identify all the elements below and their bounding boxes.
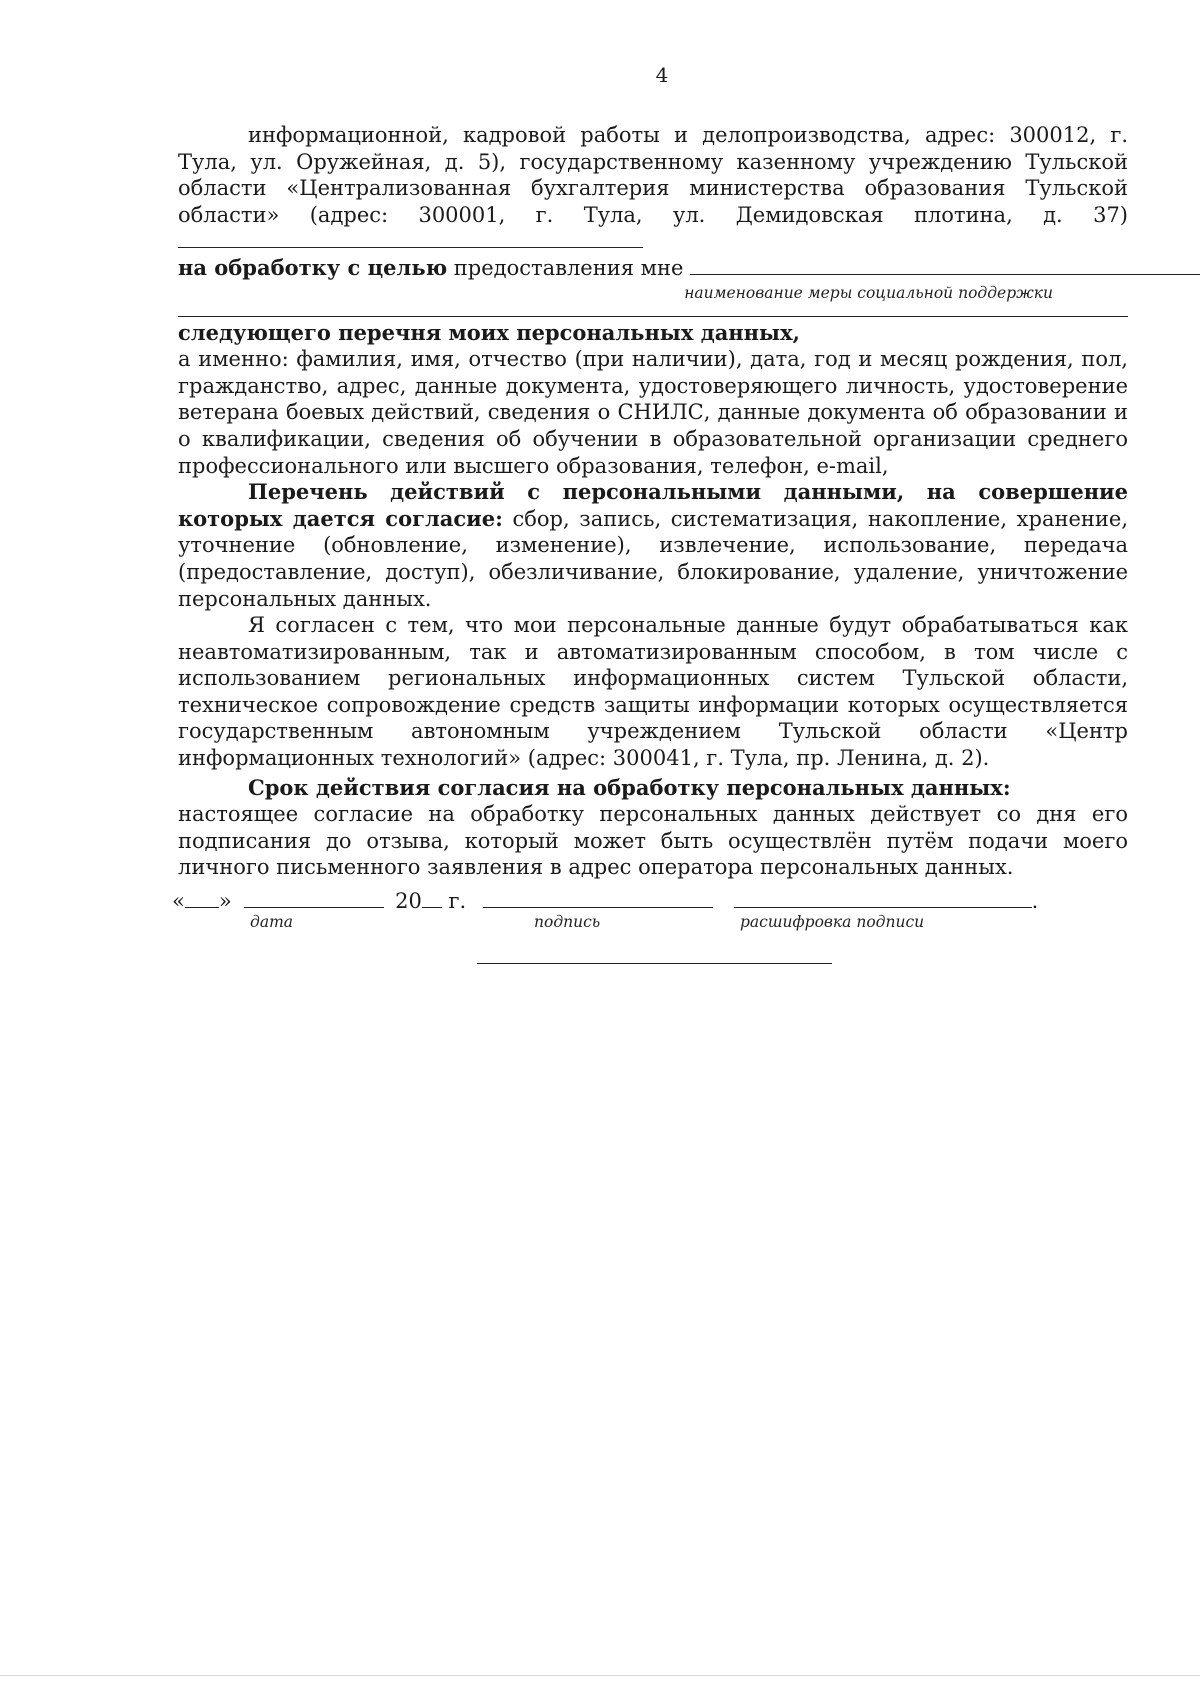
quote-close: » [218,889,232,913]
hint-signature: подпись [534,913,601,931]
intro-blank-line [178,246,643,248]
quote-open: « [172,889,185,913]
agreement-paragraph: Я согласен с тем, что мои персональные данные будут обрабатываться как неавтоматизированным, так и автоматизированным способом, в том числе с использованием региональных информационных систем Тульской области, техническое сопровождение средств защиты информации которых осуществляется государственным автономным учреждением Тульской области «Центр информационных технологий» (адрес: 300041, г. Тула, пр. Ленина, д. 2). [178,613,1128,771]
validity-paragraph: настоящее согласие на обработку персональных данных действует со дня его подписания до отзыва, который может быть осуществлён путём подачи моего личного письменного заявления в адрес оператора персональных данных. [178,802,1128,880]
page-number: 4 [655,63,669,87]
purpose-text: предоставления мне [453,255,684,280]
list-heading: следующего перечня моих персональных данных, [178,319,800,345]
decoding-field-line [734,906,1032,908]
purpose-paragraph [178,255,1128,282]
actions-heading: Перечень действий с персональными данными, на совершение которых дается согласие: [178,479,1128,531]
purpose-hint: наименование меры социальной поддержки [684,283,1053,302]
signature-row [172,888,1072,914]
signature-field-line [483,906,713,908]
year-suffix: г. [448,889,467,913]
intro-text: информационной, кадровой работы и делопроизводства, адрес: 300012, г. Тула, ул. Оружейная, д. 5), государственному казенному учреждению Тульской области «Централизованная бухгалтерия министерства образования Тульской области» (адрес: 300001, г. Тула, ул. Демидовская плотина, д. 37) [178,123,1128,227]
actions-paragraph [178,479,1128,612]
year-field-line [422,906,442,908]
year-prefix: 20 [395,889,422,913]
purpose-blank-line [690,273,1200,275]
end-mark: . [1031,889,1039,913]
document-body [178,122,1128,881]
validity-heading: Срок действия согласия на обработку персональных данных: [248,774,1011,800]
scan-edge-line [0,1675,1200,1676]
month-field-line [244,906,384,908]
purpose-label: на обработку с целью [178,254,448,280]
intro-paragraph [178,122,1128,255]
bottom-blank-line [477,963,832,964]
hint-decoding: расшифровка подписи [740,913,925,931]
day-field-line [185,906,219,908]
list-paragraph: а именно: фамилия, имя, отчество (при наличии), дата, год и месяц рождения, пол, гражданство, адрес, данные документа, удостоверяющего личность, удостоверение ветерана боевых действий, сведения о СНИЛС, данные документа об образовании и о квалификации, сведения об обучении в образовательной организации среднего профессионального или высшего образования, телефон, e-mail, [178,347,1128,478]
hint-date: дата [250,913,294,931]
support-measure-line [178,302,1128,317]
actions-text: сбор, запись, систематизация, накопление, хранение, уточнение (обновление, изменение), извлечение, использование, передача (предоставление, доступ), обезличивание, блокирование, удаление, уничтожение персональных данных. [178,506,1128,611]
